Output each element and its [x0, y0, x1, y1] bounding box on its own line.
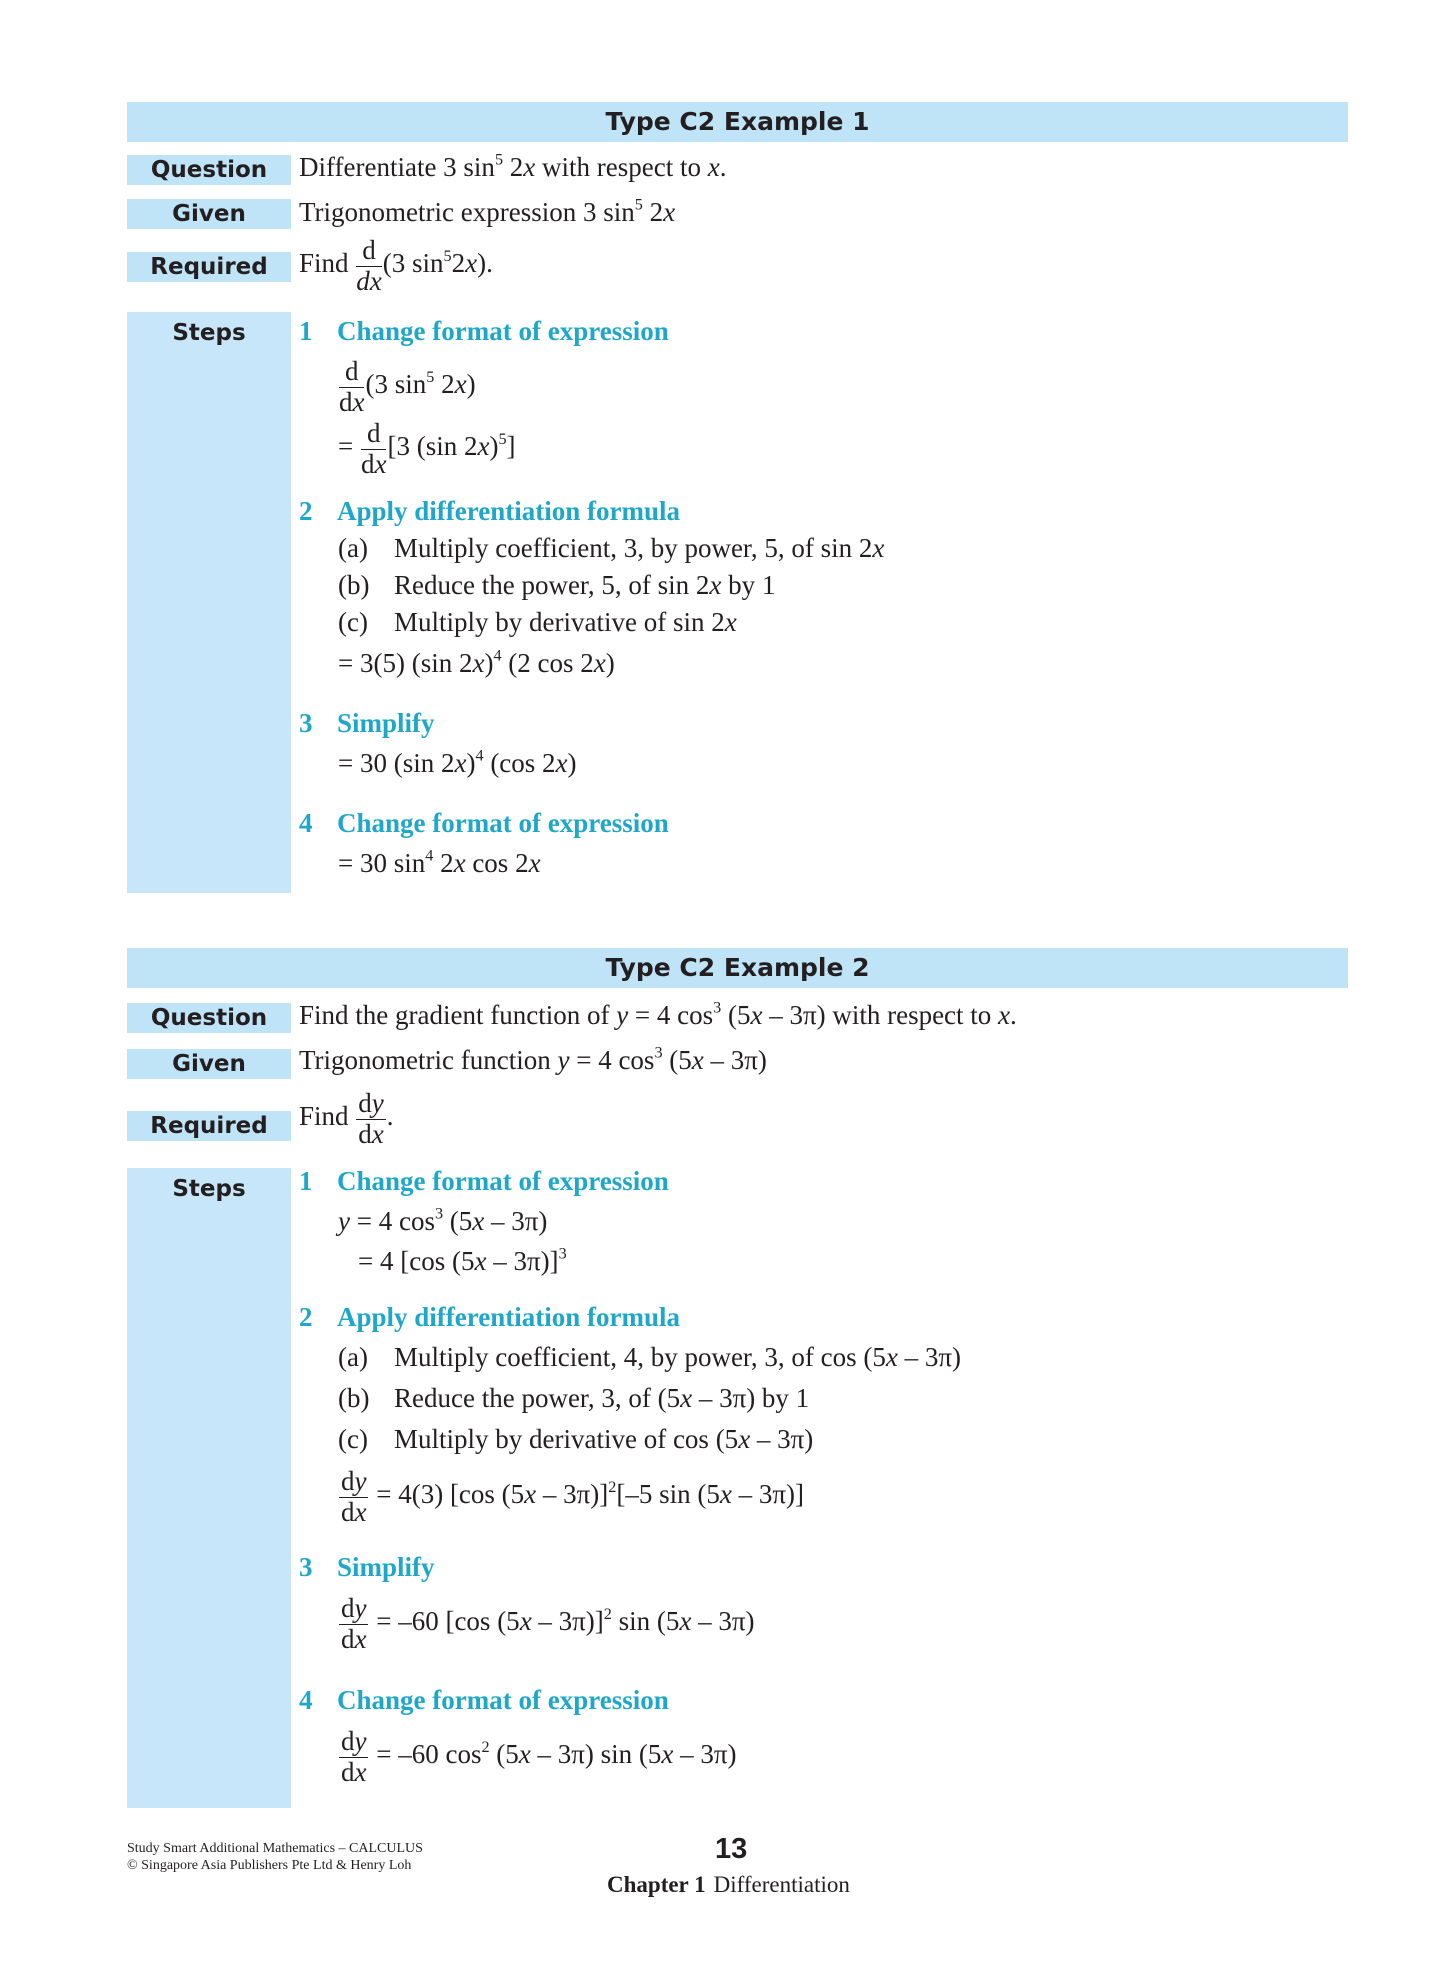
- given-label: Given: [127, 1049, 291, 1079]
- step-2-item-b: (b) Reduce the power, 3, of (5x – 3π) by 1: [338, 1383, 810, 1413]
- given-label: Given: [127, 199, 291, 229]
- example-2-header: Type C2 Example 2: [127, 948, 1348, 988]
- footer-credits: [127, 1840, 423, 1874]
- steps-label: Steps: [172, 1176, 246, 1202]
- question-text: Differentiate 3 $\sin^5 2x$ with respect to x.: [299, 150, 727, 182]
- question-text: Find the gradient function of y = 4 $\cos^3 (5x - 3\pi)$ with respect to x.: [299, 998, 1017, 1030]
- step-1-line-1: $\frac{d}{dx}$ (3 $\sin^5 2x$): [339, 356, 476, 417]
- step-1-title: 1 Change format of expression: [299, 1166, 669, 1196]
- required-label: Required: [127, 252, 291, 282]
- step-1-line-2: = 4 [cos (5x – 3π)]$^3$: [358, 1244, 567, 1276]
- step-2-item-a: (a) Multiply coefficient, 4, by power, 3, of cos (5x – 3π): [338, 1342, 961, 1372]
- example-1-header: Type C2 Example 1: [127, 102, 1348, 142]
- question-label: Question: [127, 155, 291, 185]
- step-4-result: $\frac{dy}{dx}$ = –60 $\cos^2 (5x - 3\pi)$ sin (5x – 3π): [341, 1726, 737, 1787]
- steps-panel: [127, 312, 291, 893]
- step-2-item-a: (a) Multiply coefficient, 3, by power, 5, of sin 2x: [338, 533, 885, 563]
- step-4-title: 4 Change format of expression: [299, 1685, 669, 1715]
- page-number: 13: [715, 1833, 748, 1865]
- book-title: Study Smart Additional Mathematics – CALCULUS: [127, 1841, 423, 1856]
- step-2-title: 2 Apply differentiation formula: [299, 496, 680, 526]
- step-1-title: 1 Change format of expression: [299, 316, 669, 346]
- steps-label: Steps: [172, 320, 246, 346]
- required-text: Find $\frac{dy}{dx}$ .: [299, 1088, 394, 1149]
- required-text: Find $\frac{d}{dx}$ (3 $\sin^52x$).: [299, 235, 493, 296]
- step-3-result: = 30 (sin 2x)$^4$ (cos 2x): [338, 746, 577, 778]
- steps-panel: [127, 1168, 291, 1808]
- step-4-result: = 30 $\sin^4 2x$ cos 2x: [338, 846, 541, 878]
- question-label: Question: [127, 1003, 291, 1033]
- step-2-item-c: (c) Multiply by derivative of cos (5x – 3π): [338, 1424, 814, 1454]
- step-2-result: $\frac{dy}{dx}$ = 4(3) [cos (5x – 3π)]$^2$[–5 sin (5x – 3π)]: [341, 1466, 804, 1527]
- required-label: Required: [127, 1111, 291, 1141]
- copyright: © Singapore Asia Publishers Pte Ltd & Henry Loh: [127, 1858, 412, 1873]
- step-3-title: 3 Simplify: [299, 1552, 435, 1582]
- step-2-item-b: (b) Reduce the power, 5, of sin 2x by 1: [338, 570, 776, 600]
- step-3-title: 3 Simplify: [299, 708, 435, 738]
- step-1-line-1: y = 4 $\cos^3 (5x - 3\pi)$: [338, 1204, 548, 1236]
- step-4-title: 4 Change format of expression: [299, 808, 669, 838]
- step-1-line-2: = $\frac{d}{dx}$ [3 (sin 2x)$^5$]: [338, 418, 516, 479]
- step-2-item-c: (c) Multiply by derivative of sin 2x: [338, 607, 737, 637]
- step-3-result: $\frac{dy}{dx}$ = –60 [cos (5x – 3π)]$^2$ sin (5x – 3π): [341, 1593, 755, 1654]
- given-text: Trigonometric function y = 4 $\cos^3 (5x - 3\pi)$: [299, 1043, 767, 1075]
- given-text: Trigonometric expression 3 $\sin^5 2x$: [299, 195, 676, 227]
- step-2-result: = 3(5) (sin 2x)$^4$ (2 cos 2x): [338, 646, 615, 678]
- step-2-title: 2 Apply differentiation formula: [299, 1302, 680, 1332]
- chapter-title: Chapter 1 Differentiation: [607, 1872, 850, 1897]
